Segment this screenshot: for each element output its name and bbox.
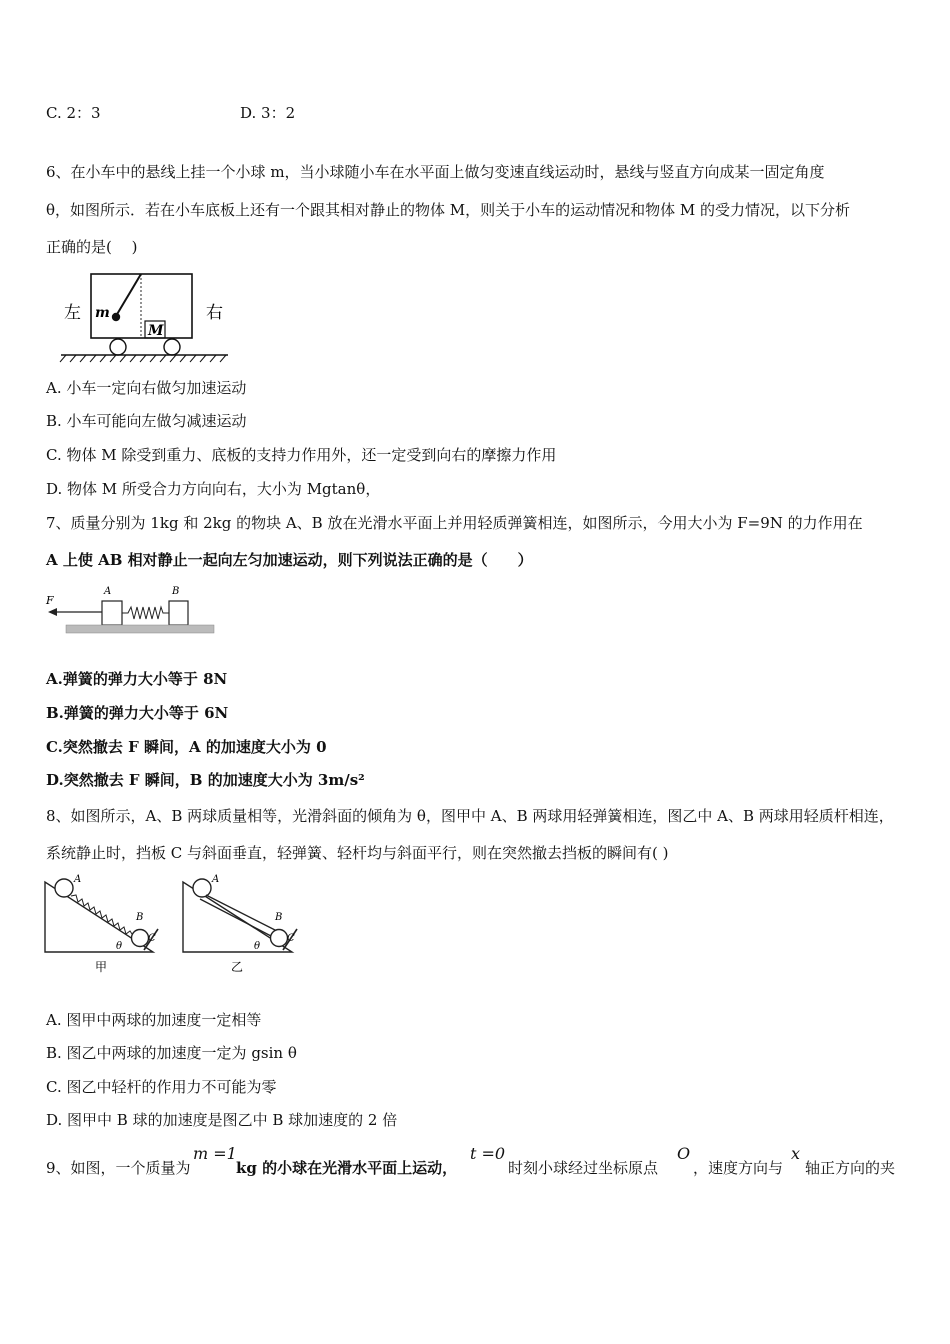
q8-option-a: A. 图甲中两球的加速度一定相等 [46, 1011, 262, 1029]
question-8-line-1: 8、如图所示，A、B 两球质量相等，光滑斜面的倾角为 θ，图甲中 A、B 两球用轻弹簧相连，图乙中 A、B 两球用轻质杆相连， [46, 807, 894, 825]
q9-unit: kg 的小球在光滑水平面上运动， [236, 1159, 458, 1177]
label-C-yi: C [287, 933, 295, 944]
q6-option-d: D. 物体 M 所受合力方向向右，大小为 Mgtanθ， [46, 480, 381, 498]
q9-mid: 时刻小球经过坐标原点 [508, 1159, 659, 1177]
q9-mid2: ，速度方向与 [693, 1159, 784, 1177]
ground-hatch [60, 355, 226, 362]
q7-option-d: D.突然撤去 F 瞬间，B 的加速度大小为 3m/s² [46, 771, 365, 789]
label-F: F [46, 594, 54, 607]
q9-suffix: 轴正方向的夹 [805, 1159, 896, 1177]
label-theta-jia: θ [116, 941, 123, 952]
label-left: 左 [64, 303, 81, 323]
ball-m [112, 313, 120, 321]
label-yi: 乙 [231, 960, 244, 974]
label-A: A [104, 586, 112, 597]
rod-upper [206, 895, 275, 930]
ball-B-jia [132, 930, 149, 947]
question-6-line-2: θ，如图所示．若在小车底板上还有一个跟其相对静止的物体 M，则关于小车的运动情况和物体 M 的受力情况，以下分析 [46, 201, 851, 219]
label-right: 右 [206, 303, 223, 323]
label-C-jia: C [148, 933, 156, 944]
ball-A-yi [193, 879, 211, 897]
option-d: D. 3：2 [240, 104, 296, 122]
label-B: B [172, 586, 180, 597]
ground-surface [66, 625, 214, 633]
q7-option-b: B.弹簧的弹力大小等于 6N [46, 704, 229, 722]
label-jia: 甲 [95, 960, 108, 974]
incline-yi [183, 874, 297, 974]
figure-incline [40, 870, 310, 978]
figure-spring-blocks [44, 582, 216, 642]
label-B-jia: B [136, 912, 144, 923]
question-8-line-2: 系统静止时，挡板 C 与斜面垂直，轻弹簧、轻杆均与斜面平行，则在突然撤去挡板的瞬间有( ) [46, 844, 669, 862]
label-A-yi: A [212, 874, 220, 885]
incline-jia [45, 874, 158, 974]
q9-prefix: 9、如图，一个质量为 [46, 1159, 191, 1177]
q9-time: t =0 [470, 1144, 506, 1163]
question-7-line-1: 7、质量分别为 1kg 和 2kg 的物块 A、B 放在光滑水平面上并用轻质弹簧相连，如图所示，今用大小为 F=9N 的力作用在 [46, 514, 863, 532]
block-B [169, 601, 188, 625]
wheel-left [110, 339, 126, 355]
spring [122, 607, 169, 619]
arrow-head [48, 608, 57, 616]
q6-option-c: C. 物体 M 除受到重力、底板的支持力作用外，还一定受到向右的摩擦力作用 [46, 446, 557, 464]
wheel-right [164, 339, 180, 355]
q8-option-d: D. 图甲中 B 球的加速度是图乙中 B 球加速度的 2 倍 [46, 1111, 398, 1129]
ball-A-jia [55, 879, 73, 897]
q7-option-c: C.突然撤去 F 瞬间，A 的加速度大小为 0 [46, 738, 327, 756]
label-m: m [95, 305, 110, 321]
option-c: C. 2：3 [46, 104, 101, 122]
label-M: M [148, 323, 164, 339]
label-A-jia: A [74, 874, 82, 885]
question-6-line-1: 6、在小车中的悬线上挂一个小球 m，当小球随小车在水平面上做匀变速直线运动时，悬线与竖直方向成某一固定角度 [46, 163, 825, 181]
label-theta-yi: θ [254, 941, 261, 952]
q9-axis: x [791, 1144, 801, 1163]
label-B-yi: B [275, 912, 283, 923]
spring-jia [71, 895, 132, 934]
q8-option-c: C. 图乙中轻杆的作用力不可能为零 [46, 1078, 277, 1096]
q8-option-b: B. 图乙中两球的加速度一定为 gsin θ [46, 1044, 297, 1062]
block-A [102, 601, 122, 625]
pendulum-string [116, 274, 141, 316]
question-6-line-3: 正确的是( ) [46, 238, 138, 256]
q6-option-a: A. 小车一定向右做匀加速运动 [46, 379, 247, 397]
q9-origin: O [677, 1144, 691, 1163]
figure-cart [58, 268, 238, 366]
q7-option-a: A.弹簧的弹力大小等于 8N [46, 670, 228, 688]
q6-option-b: B. 小车可能向左做匀减速运动 [46, 412, 247, 430]
rod-lower [200, 899, 271, 936]
question-7-line-2: A 上使 AB 相对静止一起向左匀加速运动，则下列说法正确的是（ ） [46, 551, 533, 569]
ball-B-yi [271, 930, 288, 947]
q9-mass: m =1 [193, 1144, 237, 1163]
